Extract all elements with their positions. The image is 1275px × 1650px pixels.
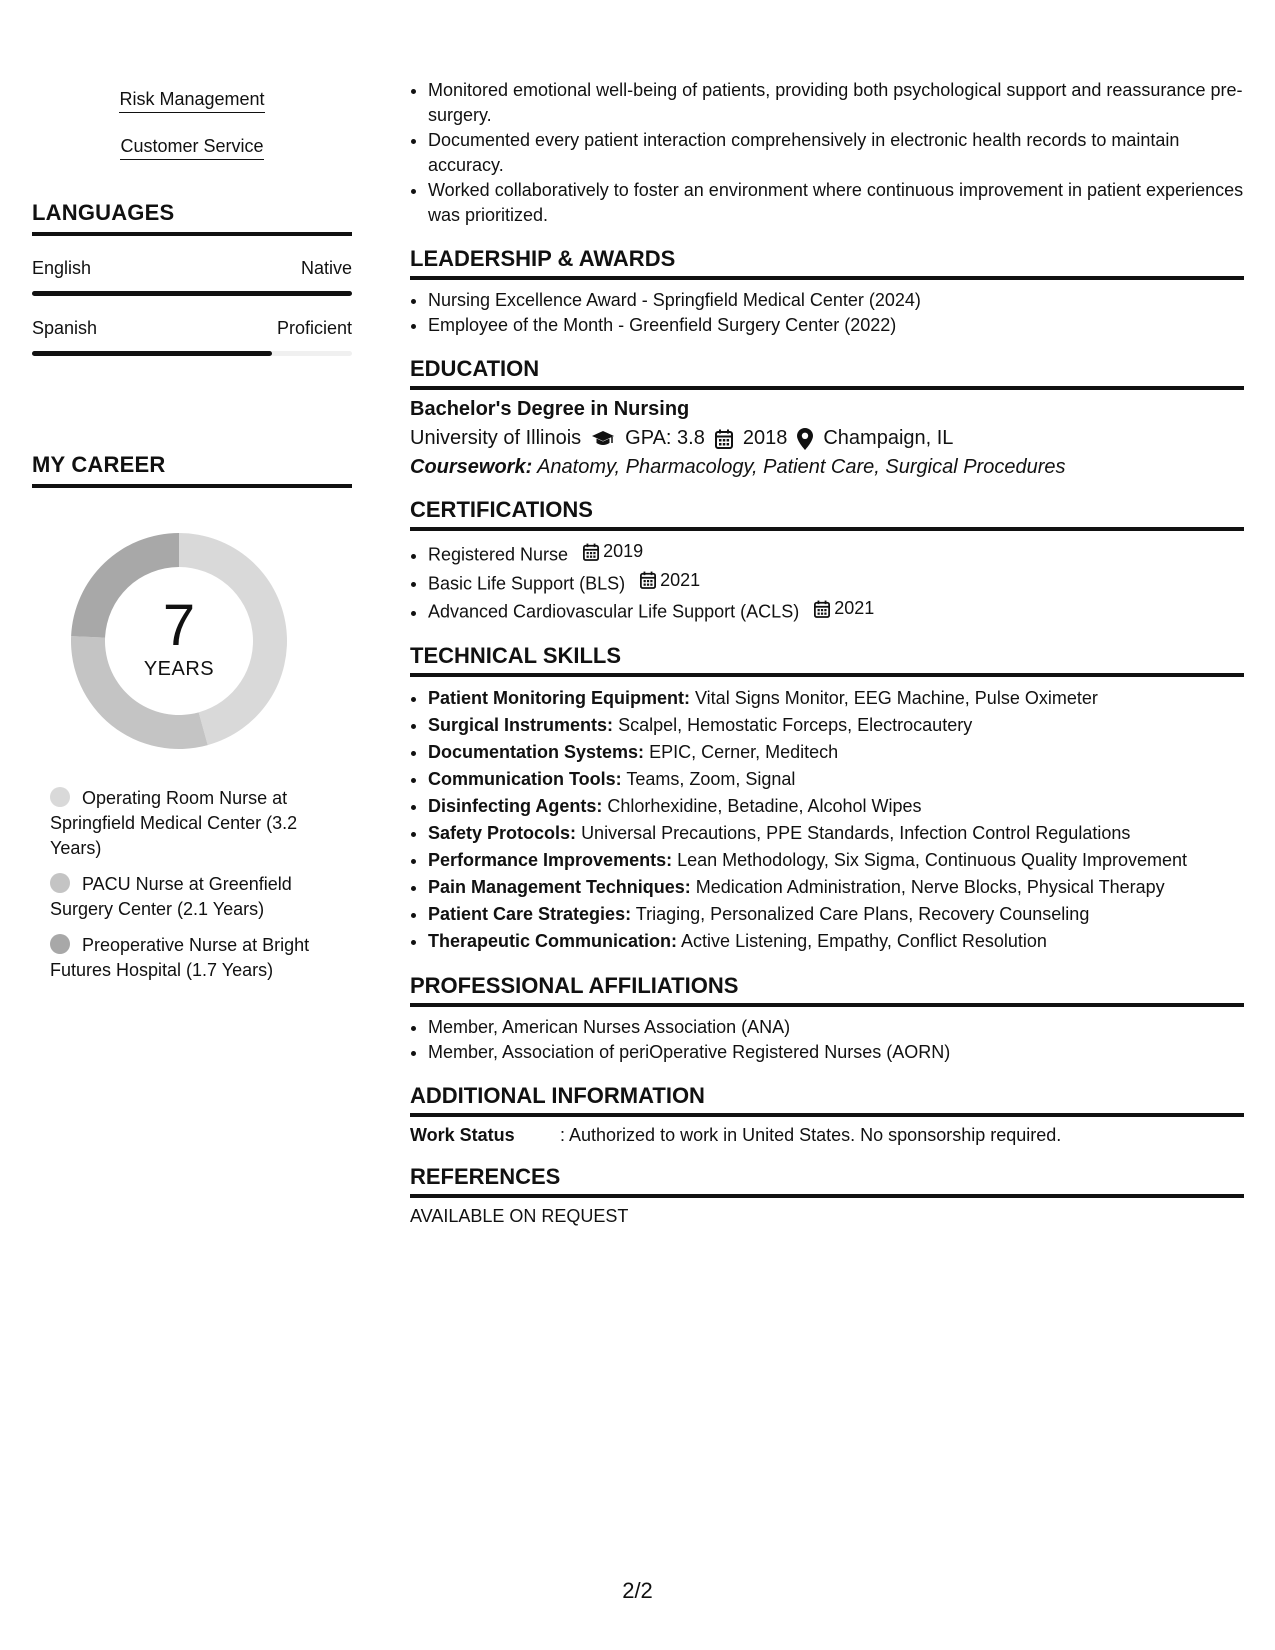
language-level: Proficient: [276, 318, 352, 338]
calendar-icon: [715, 429, 733, 449]
education-school: University of Illinois: [410, 427, 582, 449]
certifications-list: [410, 539, 1244, 625]
certification-date: [814, 596, 874, 621]
skill-label: Communication Tools:: [428, 768, 622, 789]
languages-title: LANGUAGES: [32, 200, 352, 236]
awards-list: [410, 288, 1244, 338]
references-title: REFERENCES: [410, 1164, 1244, 1198]
list-item: • Nursing Excellence Award - Springfield Medical Center (2024): [428, 288, 1244, 313]
language-bar: [32, 291, 352, 296]
list-item: [428, 766, 1244, 793]
skill-label: Patient Care Strategies:: [428, 903, 632, 924]
skill-label: Documentation Systems:: [428, 741, 645, 762]
education-coursework: [410, 456, 1244, 479]
language-item: [32, 258, 352, 296]
education-year: 2018: [742, 427, 788, 449]
language-bar-fill: [32, 351, 272, 356]
certification-year: 2021: [834, 598, 875, 618]
list-item: [428, 685, 1244, 712]
language-name: Spanish: [32, 318, 98, 338]
list-item: [428, 539, 1244, 568]
technical-skills-list: [410, 685, 1244, 955]
list-item: [428, 847, 1244, 874]
language-level: Native: [300, 258, 352, 278]
list-item: • Worked collaboratively to foster an environment where continuous improvement in patient experiences was prioritized.: [428, 178, 1244, 228]
calendar-icon: [640, 571, 656, 589]
career-section: [32, 452, 352, 994]
list-item: [428, 793, 1244, 820]
certification-name: Registered Nurse: [428, 544, 569, 565]
education-title: EDUCATION: [410, 356, 1244, 390]
skill-label: Pain Management Techniques:: [428, 876, 691, 897]
skill-label: Performance Improvements:: [428, 849, 673, 870]
list-item: [428, 739, 1244, 766]
skill-tag: Customer Service: [120, 131, 263, 160]
list-item: [428, 712, 1244, 739]
awards-title: LEADERSHIP & AWARDS: [410, 246, 1244, 280]
work-status-label: Work Status: [410, 1124, 515, 1145]
career-total-years: 7: [162, 592, 196, 658]
education-details: [410, 427, 1244, 450]
affiliations-list: [410, 1015, 1244, 1065]
languages-section: [32, 200, 352, 356]
certification-year: 2021: [660, 569, 701, 590]
skill-value: Triaging, Personalized Care Plans, Recovery Counseling: [635, 903, 1090, 924]
list-item: [428, 596, 1244, 625]
skill-label: Patient Monitoring Equipment:: [428, 687, 690, 708]
list-item: • Documented every patient interaction comprehensively in electronic health records to maintain accuracy.: [428, 128, 1244, 178]
legend-dot-icon: [50, 934, 70, 954]
certification-date: [640, 568, 700, 593]
career-role: [50, 933, 320, 983]
skill-label: Therapeutic Communication:: [428, 930, 678, 951]
skill-value: Medication Administration, Nerve Blocks, Physical Therapy: [695, 876, 1165, 897]
affiliations-title: PROFESSIONAL AFFILIATIONS: [410, 973, 1244, 1007]
references-text: AVAILABLE ON REQUEST: [410, 1205, 629, 1226]
location-pin-icon: [797, 428, 813, 450]
certification-date: [583, 539, 643, 564]
education-location: Champaign, IL: [823, 427, 954, 449]
career-role-text: Operating Room Nurse at Springfield Medical Center (3.2 Years): [50, 788, 298, 858]
skill-value: Lean Methodology, Six Sigma, Continuous Quality Improvement: [677, 849, 1188, 870]
career-title: MY CAREER: [32, 452, 352, 488]
career-role-text: PACU Nurse at Greenfield Surgery Center (2.1 Years): [50, 874, 292, 919]
technical-skills-title: TECHNICAL SKILLS: [410, 643, 1244, 677]
work-status-row: [410, 1125, 1244, 1146]
coursework-value: Anatomy, Pharmacology, Patient Care, Surgical Procedures: [537, 456, 1066, 478]
career-donut-chart: [64, 526, 294, 756]
list-item: [428, 901, 1244, 928]
list-item: [428, 820, 1244, 847]
calendar-icon: [814, 600, 830, 618]
list-item: [428, 568, 1244, 597]
list-item: [428, 874, 1244, 901]
skill-value: Universal Precautions, PPE Standards, Infection Control Regulations: [581, 822, 1131, 843]
skill-label: Disinfecting Agents:: [428, 795, 603, 816]
legend-dot-icon: [50, 873, 70, 893]
list-item: • Monitored emotional well-being of patients, providing both psychological support and reassurance pre-surgery.: [428, 78, 1244, 128]
career-total-unit: YEARS: [143, 657, 215, 680]
list-item: • Member, Association of periOperative Registered Nurses (AORN): [428, 1040, 1244, 1065]
list-item: [428, 928, 1244, 955]
skill-value: Vital Signs Monitor, EEG Machine, Pulse Oximeter: [695, 687, 1098, 708]
coursework-label: Coursework:: [410, 456, 533, 478]
skill-label: Safety Protocols:: [428, 822, 577, 843]
certification-name: Basic Life Support (BLS): [428, 573, 626, 593]
skill-value: Scalpel, Hemostatic Forceps, Electrocautery: [618, 714, 973, 735]
experience-bullets: [410, 78, 1244, 228]
work-status-value: : Authorized to work in United States. No sponsorship required.: [560, 1124, 1062, 1145]
career-role-text: Preoperative Nurse at Bright Futures Hospital (1.7 Years): [50, 935, 310, 980]
page-number: 2/2: [622, 1578, 653, 1603]
career-donut-center: [64, 526, 294, 756]
calendar-icon: [583, 543, 599, 561]
list-item: • Employee of the Month - Greenfield Surgery Center (2022): [428, 313, 1244, 338]
career-role: [50, 872, 320, 922]
legend-dot-icon: [50, 787, 70, 807]
education-gpa: GPA: 3.8: [625, 427, 705, 449]
skill-value: EPIC, Cerner, Meditech: [649, 741, 839, 762]
language-name: English: [32, 258, 92, 278]
career-legend: [32, 786, 352, 983]
additional-info-title: ADDITIONAL INFORMATION: [410, 1083, 1244, 1117]
skill-value: Active Listening, Empathy, Conflict Resolution: [681, 930, 1047, 951]
right-column: [410, 78, 1244, 1227]
language-bar: [32, 351, 352, 356]
skill-tag: Risk Management: [119, 84, 264, 113]
list-item: • Member, American Nurses Association (ANA): [428, 1015, 1244, 1040]
graduation-cap-icon: [591, 430, 615, 448]
certification-year: 2019: [603, 541, 644, 561]
language-bar-fill: [32, 291, 352, 296]
career-role: [50, 786, 320, 861]
skill-value: Teams, Zoom, Signal: [626, 768, 796, 789]
skill-value: Chlorhexidine, Betadine, Alcohol Wipes: [607, 795, 922, 816]
language-item: [32, 318, 352, 356]
certifications-title: CERTIFICATIONS: [410, 497, 1244, 531]
education-degree: Bachelor's Degree in Nursing: [410, 398, 690, 420]
left-column: [32, 84, 352, 980]
certification-name: Advanced Cardiovascular Life Support (ACLS): [428, 601, 800, 622]
skill-label: Surgical Instruments:: [428, 714, 614, 735]
